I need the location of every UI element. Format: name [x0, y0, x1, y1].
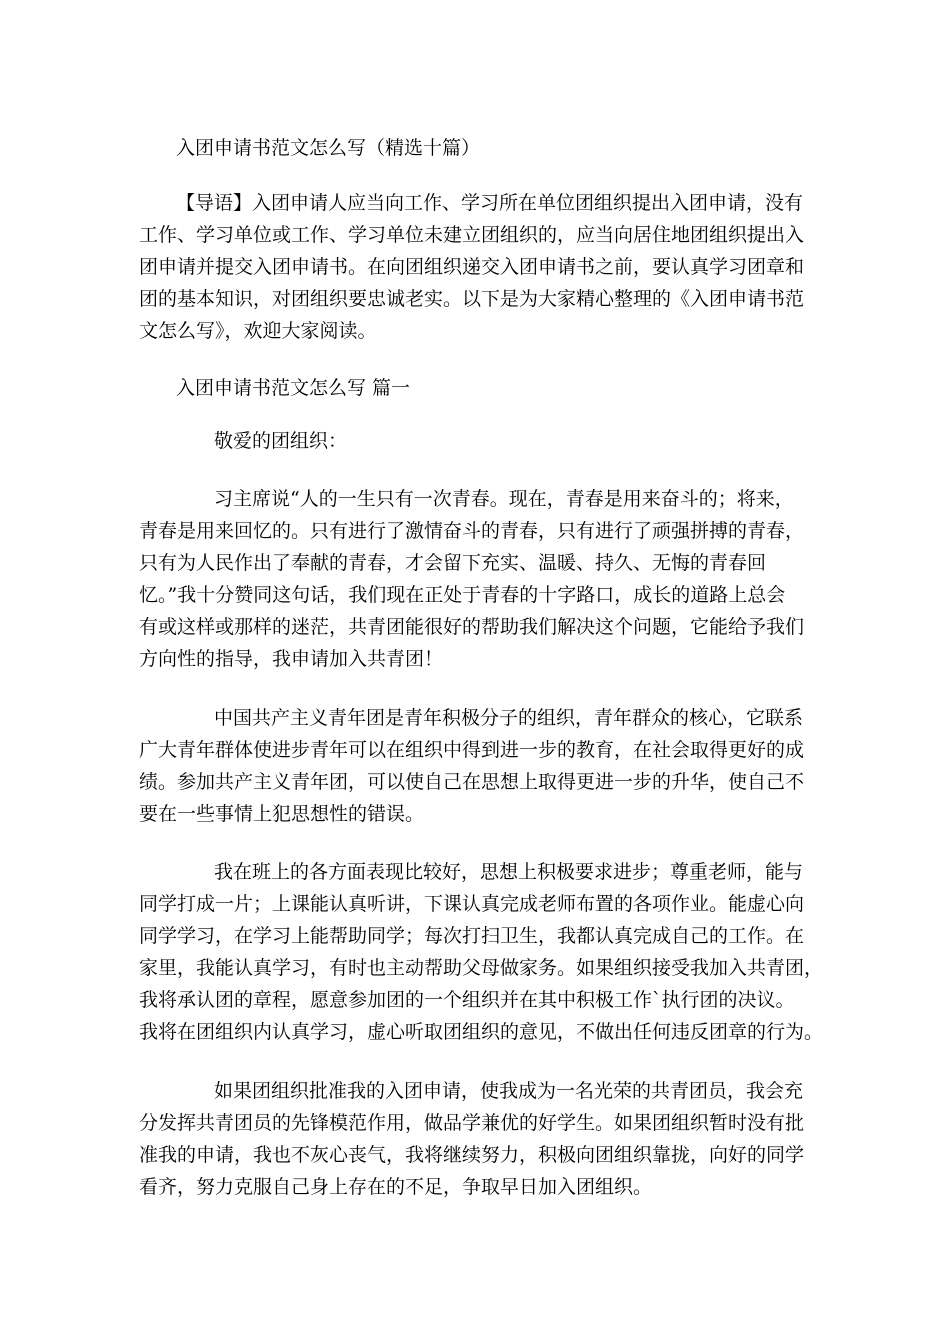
paragraph-line: 我将承认团的章程，愿意参加团的一个组织并在其中积极工作`执行团的决议。 — [139, 989, 795, 1011]
paragraph-line: 同学学习，在学习上能帮助同学；每次打扫卫生，我都认真完成自己的工作。在 — [139, 925, 805, 947]
intro-line: 文怎么写》，欢迎大家阅读。 — [139, 320, 377, 342]
paragraph-line: 同学打成一片；上课能认真听讲，下课认真完成老师布置的各项作业。能虚心向 — [139, 893, 805, 915]
salutation: 敬爱的团组织： — [214, 430, 348, 452]
paragraph-line: 我将在团组织内认真学习，虚心听取团组织的意见，不做出任何违反团章的行为。 — [139, 1021, 824, 1043]
intro-line: 团申请并提交入团申请书。在向团组织递交入团申请书之前，要认真学习团章和 — [139, 256, 805, 278]
paragraph-line: 要在一些事情上犯思想性的错误。 — [139, 803, 425, 825]
paragraph-line: 有或这样或那样的迷茫，共青团能很好的帮助我们解决这个问题，它能给予我们 — [139, 616, 805, 638]
paragraph-line: 青春是用来回忆的。只有进行了激情奋斗的青春，只有进行了顽强拼搏的青春， — [139, 520, 805, 542]
paragraph-line: 准我的申请，我也不灰心丧气，我将继续努力，积极向团组织靠拢，向好的同学 — [139, 1144, 805, 1166]
paragraph-line: 家里，我能认真学习，有时也主动帮助父母做家务。如果组织接受我加入共青团， — [139, 957, 824, 979]
paragraph-line: 中国共产主义青年团是青年积极分子的组织，青年群众的核心，它联系 — [214, 707, 804, 729]
section-heading: 入团申请书范文怎么写 篇一 — [176, 377, 411, 399]
paragraph-line: 习主席说“人的一生只有一次青春。现在，青春是用来奋斗的；将来， — [214, 488, 794, 510]
paragraph-line: 分发挥共青团员的先锋模范作用，做品学兼优的好学生。如果团组织暂时没有批 — [139, 1112, 805, 1134]
paragraph-line: 广大青年群体使进步青年可以在组织中得到进一步的教育，在社会取得更好的成 — [139, 739, 805, 761]
intro-line: 工作、学习单位或工作、学习单位未建立团组织的，应当向居住地团组织提出入 — [139, 224, 805, 246]
paragraph-line: 看齐，努力克服自己身上存在的不足，争取早日加入团组织。 — [139, 1176, 653, 1198]
paragraph-line: 方向性的指导，我申请加入共青团！ — [139, 648, 444, 670]
intro-line: 团的基本知识，对团组织要忠诚老实。以下是为大家精心整理的《入团申请书范 — [139, 288, 805, 310]
paragraph-line: 只有为人民作出了奉献的青春，才会留下充实、温暖、持久、无悔的青春回 — [139, 552, 767, 574]
intro-line: 【导语】入团申请人应当向工作、学习所在单位团组织提出入团申请，没有 — [176, 192, 804, 214]
paragraph-line: 我在班上的各方面表现比较好，思想上积极要求进步；尊重老师，能与 — [214, 861, 804, 883]
paragraph-line: 绩。参加共产主义青年团，可以使自己在思想上取得更进一步的升华，使自己不 — [139, 771, 805, 793]
document-title: 入团申请书范文怎么写（精选十篇） — [176, 137, 481, 159]
paragraph-line: 如果团组织批准我的入团申请，使我成为一名光荣的共青团员，我会充 — [214, 1080, 804, 1102]
paragraph-line: 忆。”我十分赞同这句话，我们现在正处于青春的十字路口，成长的道路上总会 — [139, 584, 786, 606]
